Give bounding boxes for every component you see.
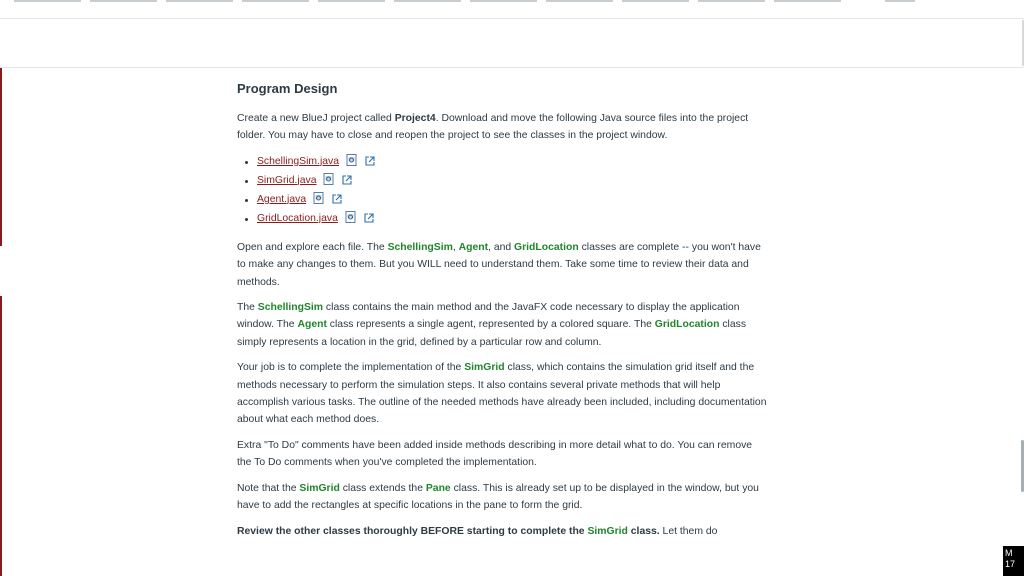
tab-9[interactable] xyxy=(622,0,689,2)
top-tab-strip xyxy=(0,0,1024,3)
preview-icon[interactable] xyxy=(323,173,335,191)
class-name: GridLocation xyxy=(514,241,579,253)
class-name: SimGrid xyxy=(464,362,505,374)
preview-icon[interactable] xyxy=(346,154,358,172)
left-accent-bar xyxy=(0,68,2,246)
tab-7[interactable] xyxy=(470,0,537,2)
tab-8[interactable] xyxy=(546,0,613,2)
tab-6[interactable] xyxy=(394,0,461,2)
file-link[interactable]: GridLocation.java xyxy=(257,212,338,224)
file-link[interactable]: Agent.java xyxy=(257,193,307,205)
review-paragraph: Review the other classes thoroughly BEFORE starting to complete the SimGrid class. Let them do xyxy=(237,525,718,537)
tab-4[interactable] xyxy=(242,0,309,2)
external-link-icon[interactable] xyxy=(364,212,374,229)
external-link-icon[interactable] xyxy=(365,155,375,172)
list-item xyxy=(257,153,767,172)
class-name: SchellingSim xyxy=(387,241,453,253)
class-name: Agent xyxy=(297,319,327,331)
list-item xyxy=(257,191,767,210)
job-paragraph: Your job is to complete the implementation of the SimGrid class, which contains the simulation grid itself and the methods necessary to perform the simulation steps. It also contains several private methods that will help accomplish various tasks. The outline of the needed methods have already been included, including documentation about what each method does. xyxy=(237,362,767,426)
file-link[interactable]: SimGrid.java xyxy=(257,174,317,186)
tab-10[interactable] xyxy=(698,0,765,2)
explore-paragraph: Open and explore each file. The SchellingSim, Agent, and GridLocation classes are complete -- you won't have to make any changes to them. But you WILL need to understand them. Take some time to review their data and methods. xyxy=(237,241,761,288)
tab-1[interactable] xyxy=(14,0,81,2)
preview-icon[interactable] xyxy=(313,192,325,210)
taskbar-clock[interactable]: M 17 xyxy=(1003,546,1024,576)
project-name: Project4 xyxy=(394,113,436,124)
list-item xyxy=(257,172,767,191)
todo-paragraph: Extra "To Do" comments have been added inside methods describing in more detail what to do. You can remove the To Do comments when you've completed the implementation. xyxy=(237,439,753,469)
list-item xyxy=(257,210,767,229)
tab-3[interactable] xyxy=(166,0,233,2)
class-name: Pane xyxy=(425,482,451,494)
header-strip xyxy=(0,18,1024,68)
preview-icon[interactable] xyxy=(345,211,357,229)
tab-5[interactable] xyxy=(318,0,385,2)
class-name: SchellingSim xyxy=(257,302,324,314)
section-title: Program Design xyxy=(237,81,338,96)
classes-paragraph: The SchellingSim class contains the main method and the JavaFX code necessary to display the application window. The Agent class represents a single agent, represented by a colored square. The GridLocation class simply represents a location in the grid, defined by a particular row and column. xyxy=(237,302,747,348)
class-name: SimGrid xyxy=(587,525,628,537)
tab-2[interactable] xyxy=(90,0,157,2)
file-list xyxy=(237,153,767,229)
intro-paragraph: Create a new BlueJ project called Project4. Download and move the following Java source files into the project folder. You may have to close and reopen the project to see the classes in the project window. xyxy=(237,113,749,142)
page-content xyxy=(237,80,767,548)
left-accent-bar xyxy=(0,296,2,576)
class-name: SimGrid xyxy=(299,482,340,494)
class-name: GridLocation xyxy=(654,319,720,331)
pane-paragraph: Note that the SimGrid class extends the Pane class. This is already set up to be displayed in the window, but you have to add the rectangles at specific locations in the pane to form the grid. xyxy=(237,482,759,512)
class-name: Agent xyxy=(458,241,489,253)
external-link-icon[interactable] xyxy=(342,174,352,191)
file-link[interactable]: SchellingSim.java xyxy=(257,155,340,167)
tab-11[interactable] xyxy=(774,0,841,2)
external-link-icon[interactable] xyxy=(332,193,342,210)
tab-12[interactable] xyxy=(885,0,915,2)
